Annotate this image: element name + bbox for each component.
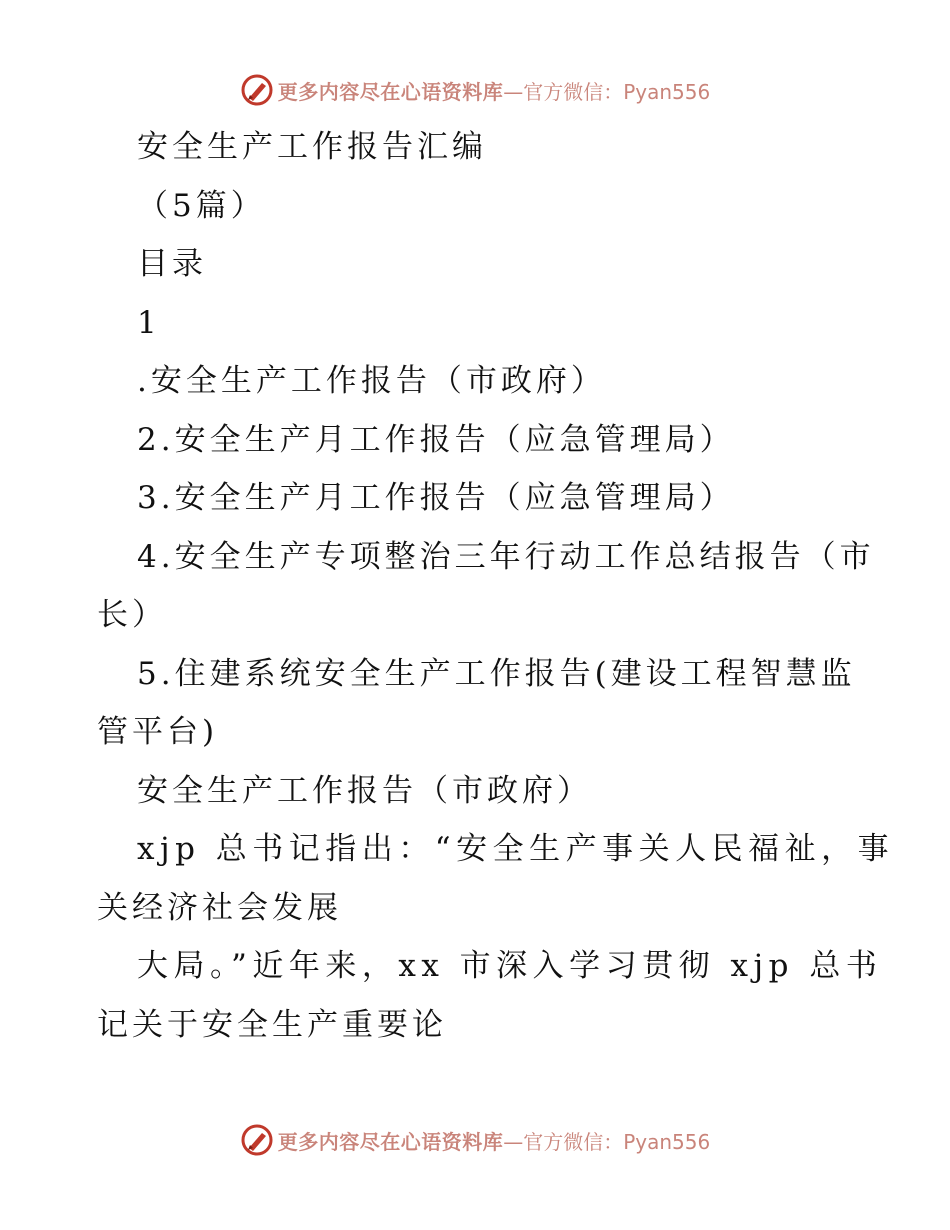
paragraph-line: 大局。”近年来，xx 市深入学习贯彻 xjp 总书 [137,948,883,984]
pen-logo-icon [240,73,274,107]
document-title: 安全生产工作报告汇编 [137,129,487,165]
toc-item-3: 3.安全生产月工作报告（应急管理局） [137,480,735,516]
banner-wechat-text: —官方微信：Pyan556 [503,79,711,104]
paragraph-line: xjp 总书记指出：“安全生产事关人民福祉，事 [137,831,895,867]
toc-item-4: 4.安全生产专项整治三年行动工作总结报告（市 [137,538,875,575]
toc-item-4-continued: 长） [97,597,167,633]
paragraph-line: 关经济社会发展 [97,889,342,926]
toc-item-1: .安全生产工作报告（市政府） [137,363,606,399]
toc-number: 1 [137,304,161,341]
toc-heading: 目录 [137,246,207,282]
header-watermark-banner [0,70,950,110]
section-heading: 安全生产工作报告（市政府） [137,772,592,809]
toc-item-5: 5.住建系统安全生产工作报告(建设工程智慧监 [137,655,856,692]
document-body [97,118,895,1054]
toc-item-5-continued: 管平台) [97,714,219,750]
pen-logo-icon [240,1123,274,1157]
banner-main-text: 更多内容尽在心语资料库 [277,1129,504,1154]
banner-wechat-text: —官方微信：Pyan556 [503,1129,711,1154]
toc-item-2: 2.安全生产月工作报告（应急管理局） [137,421,735,458]
document-subtitle: （5篇） [137,187,266,224]
paragraph-line: 记关于安全生产重要论 [97,1006,447,1043]
footer-watermark-banner [0,1120,950,1160]
banner-main-text: 更多内容尽在心语资料库 [277,79,504,104]
